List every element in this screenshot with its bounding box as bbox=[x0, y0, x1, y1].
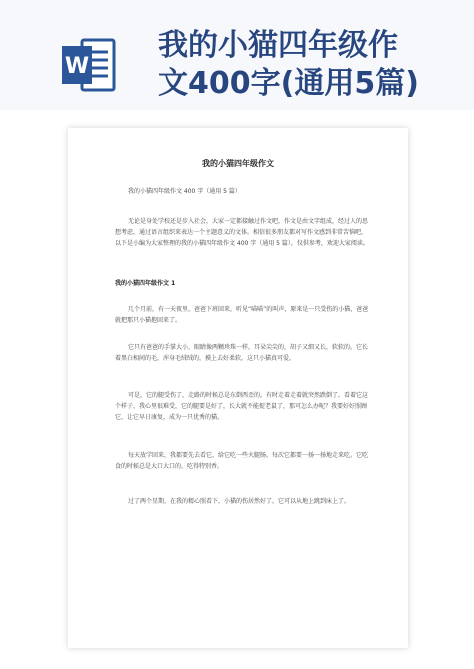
body-paragraph: 每天放学回来，我都要先去看它，给它吃一些火腿肠。每次它都要一扬一扬地走来吃。它吃食的时候总是大口大口的，吃得特别香。 bbox=[115, 452, 369, 470]
body-paragraph: 可是，它的腿受伤了，走路的时候总是东倒西歪的。有时走着走着就突然跌倒了。看着它这个样子，我心里很难受，它的腿要是好了，长大就不能捉老鼠了，那可怎么办呢？我要好好照顾它，让它早日康复，成为一只优秀的猫。 bbox=[115, 392, 369, 421]
body-paragraph: 过了两个星期，在我的精心照看下，小猫的伤居然好了，它可以从地上跳到床上了。 bbox=[128, 498, 351, 505]
document-title: 我的小猫四年级作文 bbox=[202, 159, 274, 168]
document-subtitle: 我的小猫四年级作文 400 字（通用 5 篇） bbox=[128, 188, 241, 195]
banner-title-line-2: 文400字(通用5篇) bbox=[158, 66, 419, 101]
logo-letter: W bbox=[64, 54, 90, 79]
body-paragraph: 它只有爸爸的手掌大小，眼睛像两颗珍珠一样，耳朵尖尖的，胡子又细又长，软软的。它长着黑白相间的毛，浑身毛绒绒的，摸上去好柔软。这只小猫真可爱。 bbox=[115, 344, 369, 362]
section-heading: 我的小猫四年级作文 1 bbox=[115, 280, 176, 287]
body-paragraph: 几个月前，有一天夜里，爸爸下班回来，听见“喵喵”的叫声，原来是一只受伤的小猫，爸爸就把那只小猫抱回来了。 bbox=[115, 306, 369, 324]
banner-title-line-1: 我的小猫四年级作 bbox=[158, 28, 398, 63]
word-document-icon bbox=[62, 36, 116, 94]
document-page bbox=[68, 128, 408, 648]
intro-paragraph: 无论是身处学校还是步入社会，大家一定都接触过作文吧，作文是由文字组成，经过人的思想考虑，通过语言组织来表达一个主题意义的文体。相信很多朋友都对写作文感到非常苦恼吧，以下是小编为大家整理的我的小猫四年级作文 400 字（通用 5 篇），仅供参考，欢迎大家阅读。 bbox=[115, 218, 369, 247]
page-fade bbox=[68, 628, 408, 648]
header-banner bbox=[0, 0, 474, 110]
